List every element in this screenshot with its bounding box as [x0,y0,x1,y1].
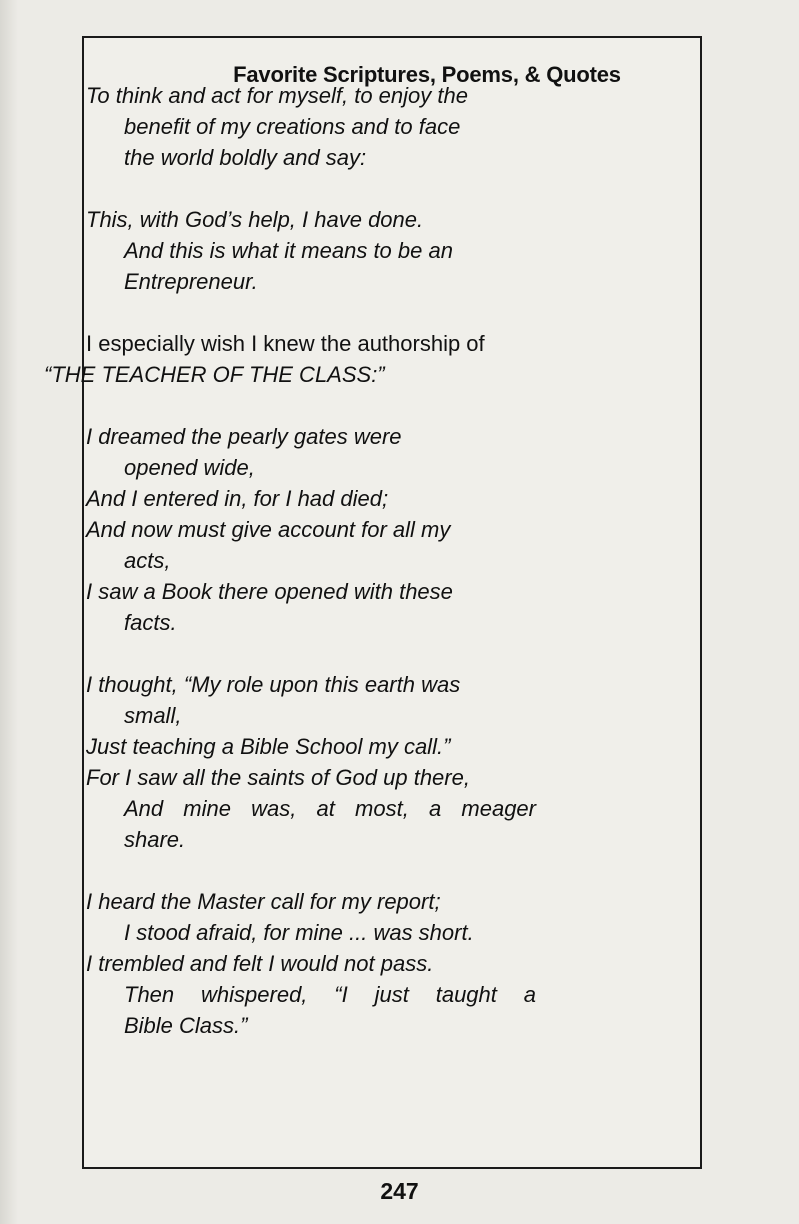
text-line: This, with God’s help, I have done. [86,207,424,232]
text-line: I stood afraid, for mine ... was short. [124,920,474,945]
text-line: And now must give account for all my [86,517,451,542]
text-line: opened wide, [124,455,255,480]
text-line: For I saw all the saints of God up there, [86,765,470,790]
stanza-gap [86,390,536,421]
text-line: I trembled and felt I would not pass. [86,951,434,976]
page-content [44,80,536,1041]
text-line: Just teaching a Bible School my call.” [86,734,451,759]
poem-title: “THE TEACHER OF THE CLASS:” [44,362,385,387]
page-title: Favorite Scriptures, Poems, & Quotes [233,62,621,87]
text-line: benefit of my creations and to face [124,114,461,139]
poem-stanza-3 [86,886,536,1041]
stanza-gap [86,638,536,669]
text-line: I especially wish I knew the authorship of [86,331,485,356]
text-line: I thought, “My role upon this earth was [86,672,461,697]
stanza-gap [86,855,536,886]
intro-paragraph [44,328,536,390]
text-line: small, [124,703,182,728]
stanza-gap [86,297,536,328]
quote-stanza-1 [86,80,536,173]
page-number: 247 [380,1178,419,1204]
text-line: To think and act for myself, to enjoy the [86,83,468,108]
poem-stanza-1 [86,421,536,638]
text-line: share. [124,827,186,852]
text-line: And I entered in, for I had died; [86,486,389,511]
text-line: Bible Class.” [124,1013,248,1038]
quote-stanza-2 [86,204,536,297]
page-spine-shadow [0,0,18,1224]
text-line: Then whispered, “I just taught a [124,982,536,1007]
text-line: And mine was, at most, a meager [124,796,536,821]
text-line: the world boldly and say: [124,145,367,170]
text-line: I saw a Book there opened with these [86,579,453,604]
text-line: acts, [124,548,171,573]
poem-stanza-2 [86,669,536,855]
text-line: Entrepreneur. [124,269,258,294]
text-line: I dreamed the pearly gates were [86,424,402,449]
stanza-gap [86,173,536,204]
text-line: And this is what it means to be an [124,238,453,263]
text-line: facts. [124,610,177,635]
text-line: I heard the Master call for my report; [86,889,441,914]
